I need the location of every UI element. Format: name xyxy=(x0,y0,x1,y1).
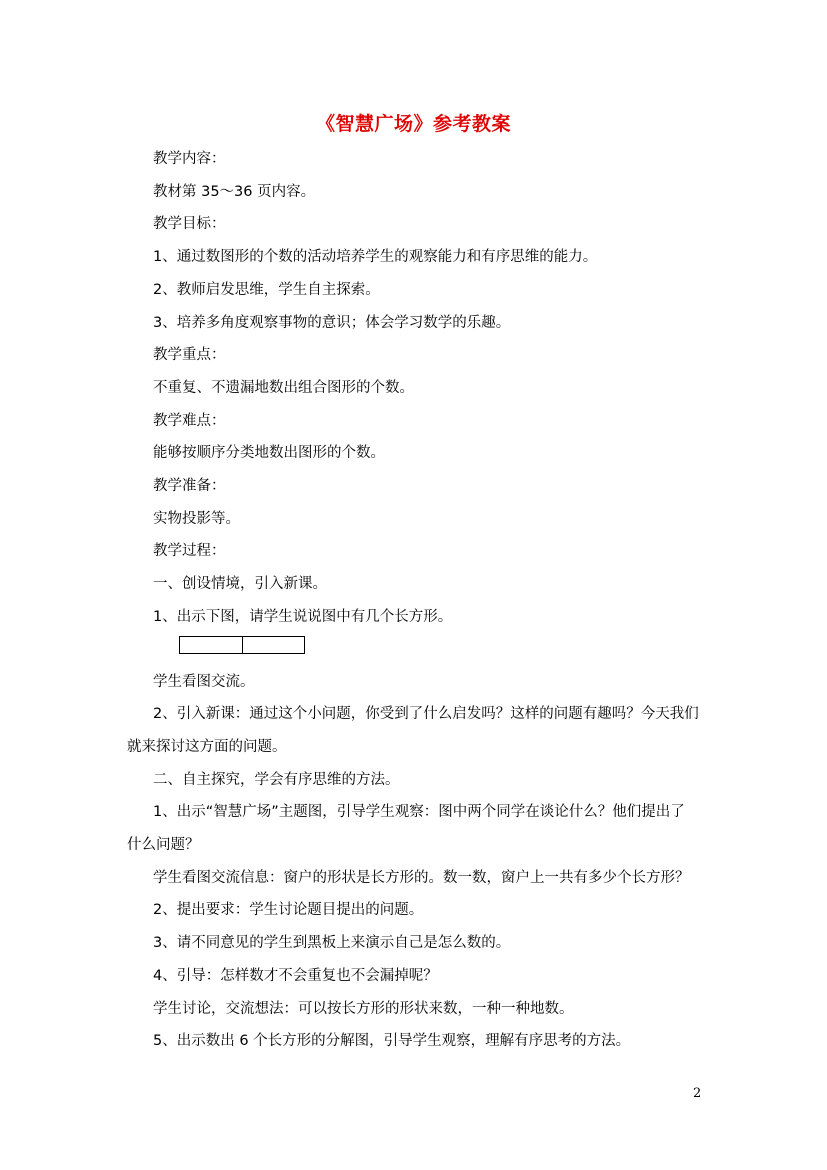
text-line: 学生看图交流。 xyxy=(153,673,255,690)
text-line: 教学目标： xyxy=(153,216,226,233)
text-line: 2、提出要求：学生讨论题目提出的问题。 xyxy=(153,902,424,919)
text-line: 教学过程： xyxy=(153,543,226,560)
text-line: 1、通过数图形的个数的活动培养学生的观察能力和有序思维的能力。 xyxy=(153,249,598,266)
text-line: 二、自主探究，学会有序思维的方法。 xyxy=(153,771,400,788)
text-line: 3、请不同意见的学生到黑板上来演示自己是怎么数的。 xyxy=(153,935,511,952)
text-line: 教学准备： xyxy=(153,478,226,495)
text-line: 1、出示下图，请学生说说图中有几个长方形。 xyxy=(153,608,453,625)
text-line: 教学难点： xyxy=(153,412,226,429)
two-rectangle-figure xyxy=(179,634,713,666)
text-line: 教学内容： xyxy=(153,151,226,167)
text-line xyxy=(127,796,713,861)
text-line: 不重复、不遗漏地数出组合图形的个数。 xyxy=(153,379,414,396)
text-line: 3、培养多角度观察事物的意识；体会学习数学的乐趣。 xyxy=(153,314,511,331)
page-number: 2 xyxy=(693,1086,702,1101)
text-line xyxy=(127,698,713,763)
rectangle-outline xyxy=(179,636,305,654)
text-line: 能够按顺序分类地数出图形的个数。 xyxy=(153,445,385,462)
text-line: 学生看图交流信息：窗户的形状是长方形的。数一数，窗户上一共有多少个长方形？ xyxy=(153,869,690,886)
text-line: 一、创设情境，引入新课。 xyxy=(153,576,327,593)
wrapped-line-continuation: 就来探讨这方面的问题。 xyxy=(127,738,287,755)
text-line: 教材第 35～36 页内容。 xyxy=(153,183,316,200)
document-body xyxy=(127,143,713,1058)
text-line: 实物投影等。 xyxy=(153,510,240,527)
wrapped-line-first: 1、出示“智慧广场”主题图，引导学生观察：图中两个同学在谈论什么？他们提出了 xyxy=(153,804,685,821)
text-line: 5、出示数出 6 个长方形的分解图，引导学生观察，理解有序思考的方法。 xyxy=(153,1033,631,1050)
wrapped-line-continuation: 什么问题？ xyxy=(127,837,200,854)
text-line: 学生讨论，交流想法：可以按长方形的形状来数，一种一种地数。 xyxy=(153,1000,574,1017)
text-line: 4、引导：怎样数才不会重复也不会漏掉呢？ xyxy=(153,967,438,984)
rectangle-divider xyxy=(242,637,243,653)
page-title: 《智慧广场》参考教案 xyxy=(315,113,511,135)
wrapped-line-first: 2、引入新课：通过这个小问题，你受到了什么启发吗？这样的问题有趣吗？今天我们 xyxy=(153,706,699,723)
text-line: 教学重点： xyxy=(153,347,226,364)
text-line: 2、教师启发思维，学生自主探索。 xyxy=(153,281,380,298)
